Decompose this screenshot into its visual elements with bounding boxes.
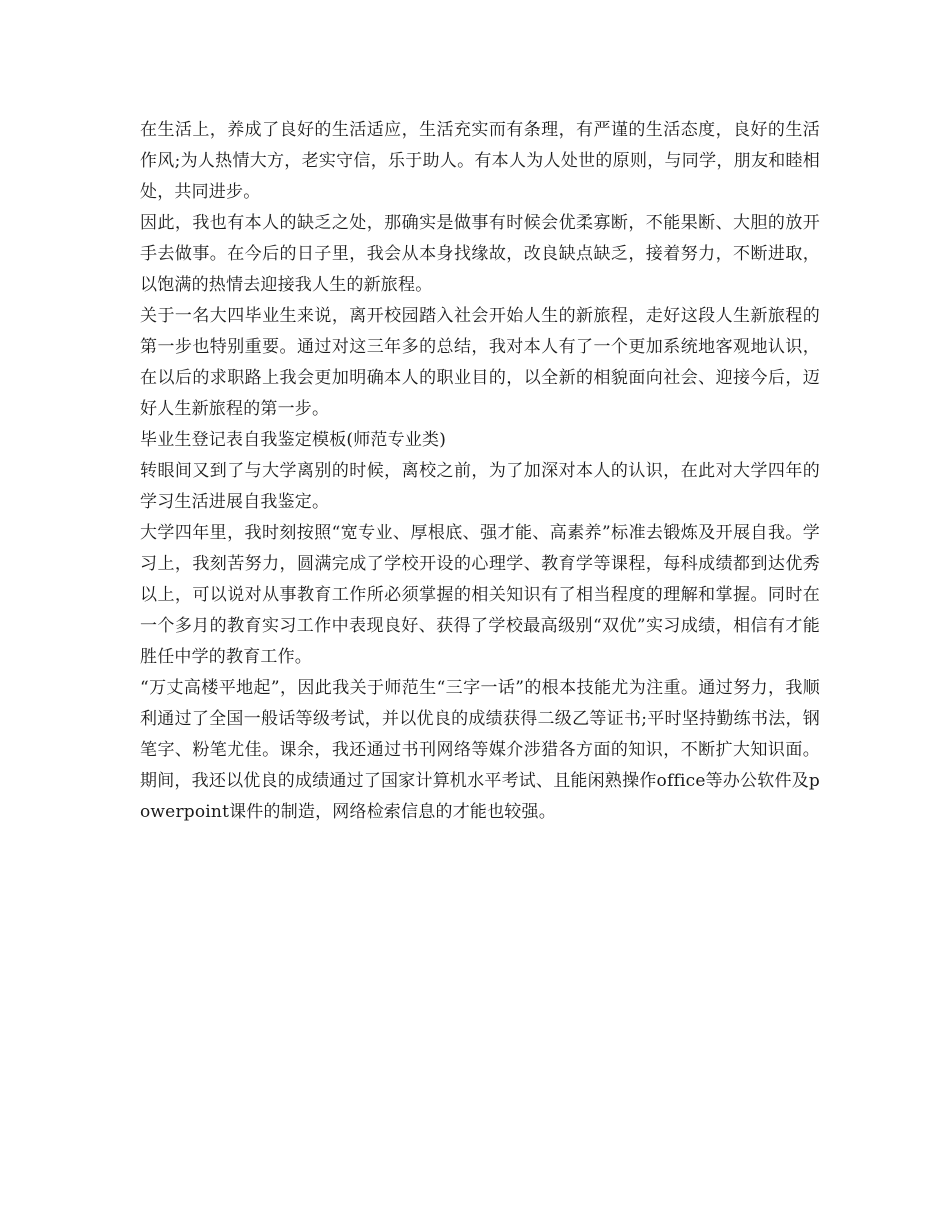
paragraph-shortcomings: 因此，我也有本人的缺乏之处，那确实是做事有时候会优柔寡断，不能果断、大胆的放开手去做事。在今后的日子里，我会从本身找缘故，改良缺点缺乏，接着努力，不断进取，以饱满的热情去迎接我人生的新旅程。	[140, 213, 820, 295]
section-heading: 毕业生登记表自我鉴定模板(师范专业类)	[140, 430, 447, 450]
paragraph-skills: “万丈高楼平地起”，因此我关于师范生“三字一话”的根本技能尤为注重。通过努力，我顺利通过了全国一般话等级考试，并以优良的成绩获得二级乙等证书;平时坚持勤练书法，钢笔字、粉笔尤佳。课余，我还通过书刊网络等媒介涉猎各方面的知识，不断扩大知识面。期间，我还以优良的成绩通过了国家计算机水平考试、且能闲熟操作office等办公软件及powerpoint课件的制造，网络检索信息的才能也较强。	[140, 678, 820, 822]
paragraph-intro: 转眼间又到了与大学离别的时候，离校之前，为了加深对本人的认识，在此对大学四年的学习生活进展自我鉴定。	[140, 461, 820, 512]
paragraph-study: 大学四年里，我时刻按照“宽专业、厚根底、强才能、高素养”标准去锻炼及开展自我。学习上，我刻苦努力，圆满完成了学校开设的心理学、教育学等课程，每科成绩都到达优秀以上，可以说对从事教育工作所必须掌握的相关知识有了相当程度的理解和掌握。同时在一个多月的教育实习工作中表现良好、获得了学校最高级别“双优”实习成绩，相信有才能胜任中学的教育工作。	[140, 523, 820, 667]
paragraph-graduate-outlook: 关于一名大四毕业生来说，离开校园踏入社会开始人生的新旅程，走好这段人生新旅程的第一步也特别重要。通过对这三年多的总结，我对本人有了一个更加系统地客观地认识，在以后的求职路上我会更加明确本人的职业目的，以全新的相貌面向社会、迎接今后，迈好人生新旅程的第一步。	[140, 306, 820, 419]
paragraph-life-habits: 在生活上，养成了良好的生活适应，生活充实而有条理，有严谨的生活态度，良好的生活作风;为人热情大方，老实守信，乐于助人。有本人为人处世的原则，与同学，朋友和睦相处，共同进步。	[140, 120, 820, 202]
document-body	[140, 115, 820, 828]
